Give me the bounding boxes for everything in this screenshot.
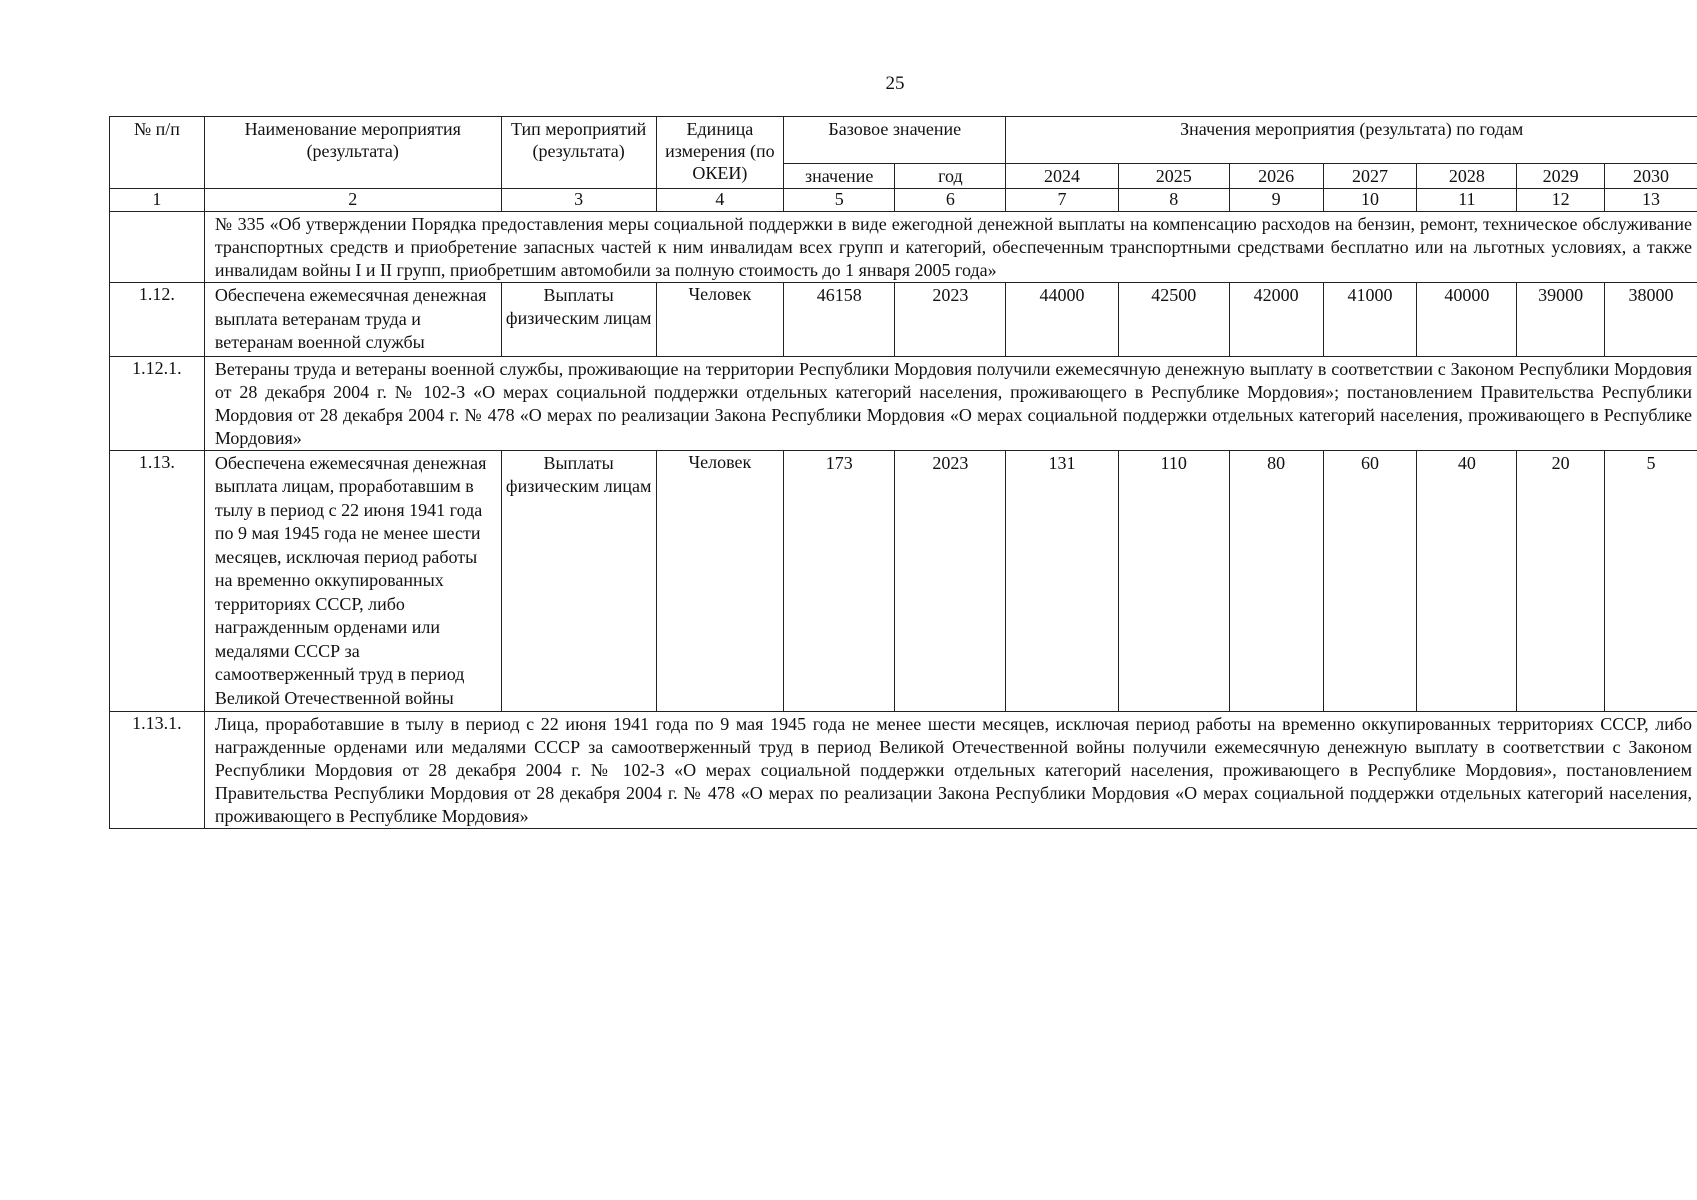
row-number: 1.13.1. — [110, 712, 205, 829]
header-base-value: значение — [784, 164, 895, 189]
header-year: 2025 — [1118, 164, 1229, 189]
column-number: 12 — [1517, 189, 1605, 212]
row-number: 1.12.1. — [110, 356, 205, 450]
intro-text: № 335 «Об утверждении Порядка предоставления меры социальной поддержки в виде ежегодной денежной выплаты на компенсацию расходов на бензин, ремонт, техническое обслуживание транспортных средств и приобретение запасных частей к ним инвалидам всех групп и категорий, обеспеченным транспортными средствами бесплатно или на льготных условиях, а также инвалидам войны I и II групп, приобретшим автомобили за полную стоимость до 1 января 2005 года» — [204, 212, 1697, 283]
row-name: Обеспечена ежемесячная денежная выплата лицам, проработавшим в тылу в период с 22 июня 1941 года по 9 мая 1945 года не менее шести месяцев, исключая период работы на временно оккупированных территориях СССР, либо награжденным орденами или медалями СССР за самоотверженный труд в период Великой Отечественной войны — [204, 450, 501, 712]
row-value-2024: 131 — [1006, 450, 1118, 712]
results-table — [109, 116, 1697, 829]
row-value-2026: 80 — [1229, 450, 1323, 712]
row-value-2025: 110 — [1118, 450, 1229, 712]
header-years-group: Значения мероприятия (результата) по годам — [1006, 117, 1697, 164]
row-unit: Человек — [656, 450, 783, 712]
column-number: 10 — [1323, 189, 1417, 212]
row-value-2026: 42000 — [1229, 283, 1323, 357]
row-value-2029: 20 — [1517, 450, 1605, 712]
row-value-2030: 5 — [1605, 450, 1697, 712]
table-row — [110, 283, 1697, 357]
row-base-value: 173 — [784, 450, 895, 712]
row-value-2024: 44000 — [1006, 283, 1118, 357]
row-base-year: 2023 — [895, 283, 1006, 357]
column-number: 7 — [1006, 189, 1118, 212]
column-number: 1 — [110, 189, 205, 212]
header-year: 2024 — [1006, 164, 1118, 189]
header-base-year: год — [895, 164, 1006, 189]
row-value-2025: 42500 — [1118, 283, 1229, 357]
row-description: Ветераны труда и ветераны военной службы, проживающие на территории Республики Мордовия получили ежемесячную денежную выплату в соответствии с Законом Республики Мордовия от 28 декабря 2004 г. № 102-З «О мерах социальной поддержки отдельных категорий населения, проживающего в Республике Мордовия»; постановлением Правительства Республики Мордовия от 28 декабря 2004 г. № 478 «О мерах по реализации Закона Республики Мордовия «О мерах социальной поддержки отдельных категорий населения, проживающего в Республике Мордовия» — [204, 356, 1697, 450]
row-type: Выплаты физическим лицам — [501, 283, 656, 357]
row-number: 1.12. — [110, 283, 205, 357]
row-value-2028: 40 — [1417, 450, 1517, 712]
header-base: Базовое значение — [784, 117, 1006, 164]
column-number: 8 — [1118, 189, 1229, 212]
header-type: Тип мероприятий (результата) — [501, 117, 656, 189]
row-name: Обеспечена ежемесячная денежная выплата ветеранам труда и ветеранам военной службы — [204, 283, 501, 357]
header-year: 2026 — [1229, 164, 1323, 189]
row-type: Выплаты физическим лицам — [501, 450, 656, 712]
column-number: 11 — [1417, 189, 1517, 212]
row-base-year: 2023 — [895, 450, 1006, 712]
row-value-2027: 41000 — [1323, 283, 1417, 357]
header-year: 2028 — [1417, 164, 1517, 189]
table-row — [110, 712, 1697, 829]
header-unit: Единица измерения (по ОКЕИ) — [656, 117, 783, 189]
column-number: 4 — [656, 189, 783, 212]
table-row — [110, 450, 1697, 712]
row-value-2030: 38000 — [1605, 283, 1697, 357]
header-num: № п/п — [110, 117, 205, 189]
column-number-row — [110, 189, 1697, 212]
row-value-2029: 39000 — [1517, 283, 1605, 357]
row-value-2028: 40000 — [1417, 283, 1517, 357]
header-year: 2029 — [1517, 164, 1605, 189]
column-number: 13 — [1605, 189, 1697, 212]
table-row — [110, 212, 1697, 283]
row-base-value: 46158 — [784, 283, 895, 357]
row-description: Лица, проработавшие в тылу в период с 22 июня 1941 года по 9 мая 1945 года не менее шести месяцев, исключая период работы на временно оккупированных территориях СССР, либо награжденные орденами или медалями СССР за самоотверженный труд в период Великой Отечественной войны получили ежемесячную денежную выплату в соответствии с Законом Республики Мордовия от 28 декабря 2004 г. № 102-З «О мерах социальной поддержки отдельных категорий населения, проживающего в Республике Мордовия», постановлением Правительства Республики Мордовия от 28 декабря 2004 г. № 478 «О мерах по реализации Закона Республики Мордовия «О мерах социальной поддержки отдельных категорий населения, проживающего в Республике Мордовия» — [204, 712, 1697, 829]
column-number: 2 — [204, 189, 501, 212]
header-year: 2030 — [1605, 164, 1697, 189]
row-number: 1.13. — [110, 450, 205, 712]
column-number: 3 — [501, 189, 656, 212]
row-unit: Человек — [656, 283, 783, 357]
row-value-2027: 60 — [1323, 450, 1417, 712]
column-number: 9 — [1229, 189, 1323, 212]
column-number: 6 — [895, 189, 1006, 212]
page-number: 25 — [885, 73, 905, 94]
table-row — [110, 356, 1697, 450]
header-year: 2027 — [1323, 164, 1417, 189]
column-number: 5 — [784, 189, 895, 212]
row-number-empty — [110, 212, 205, 283]
header-name: Наименование мероприятия (результата) — [204, 117, 501, 189]
